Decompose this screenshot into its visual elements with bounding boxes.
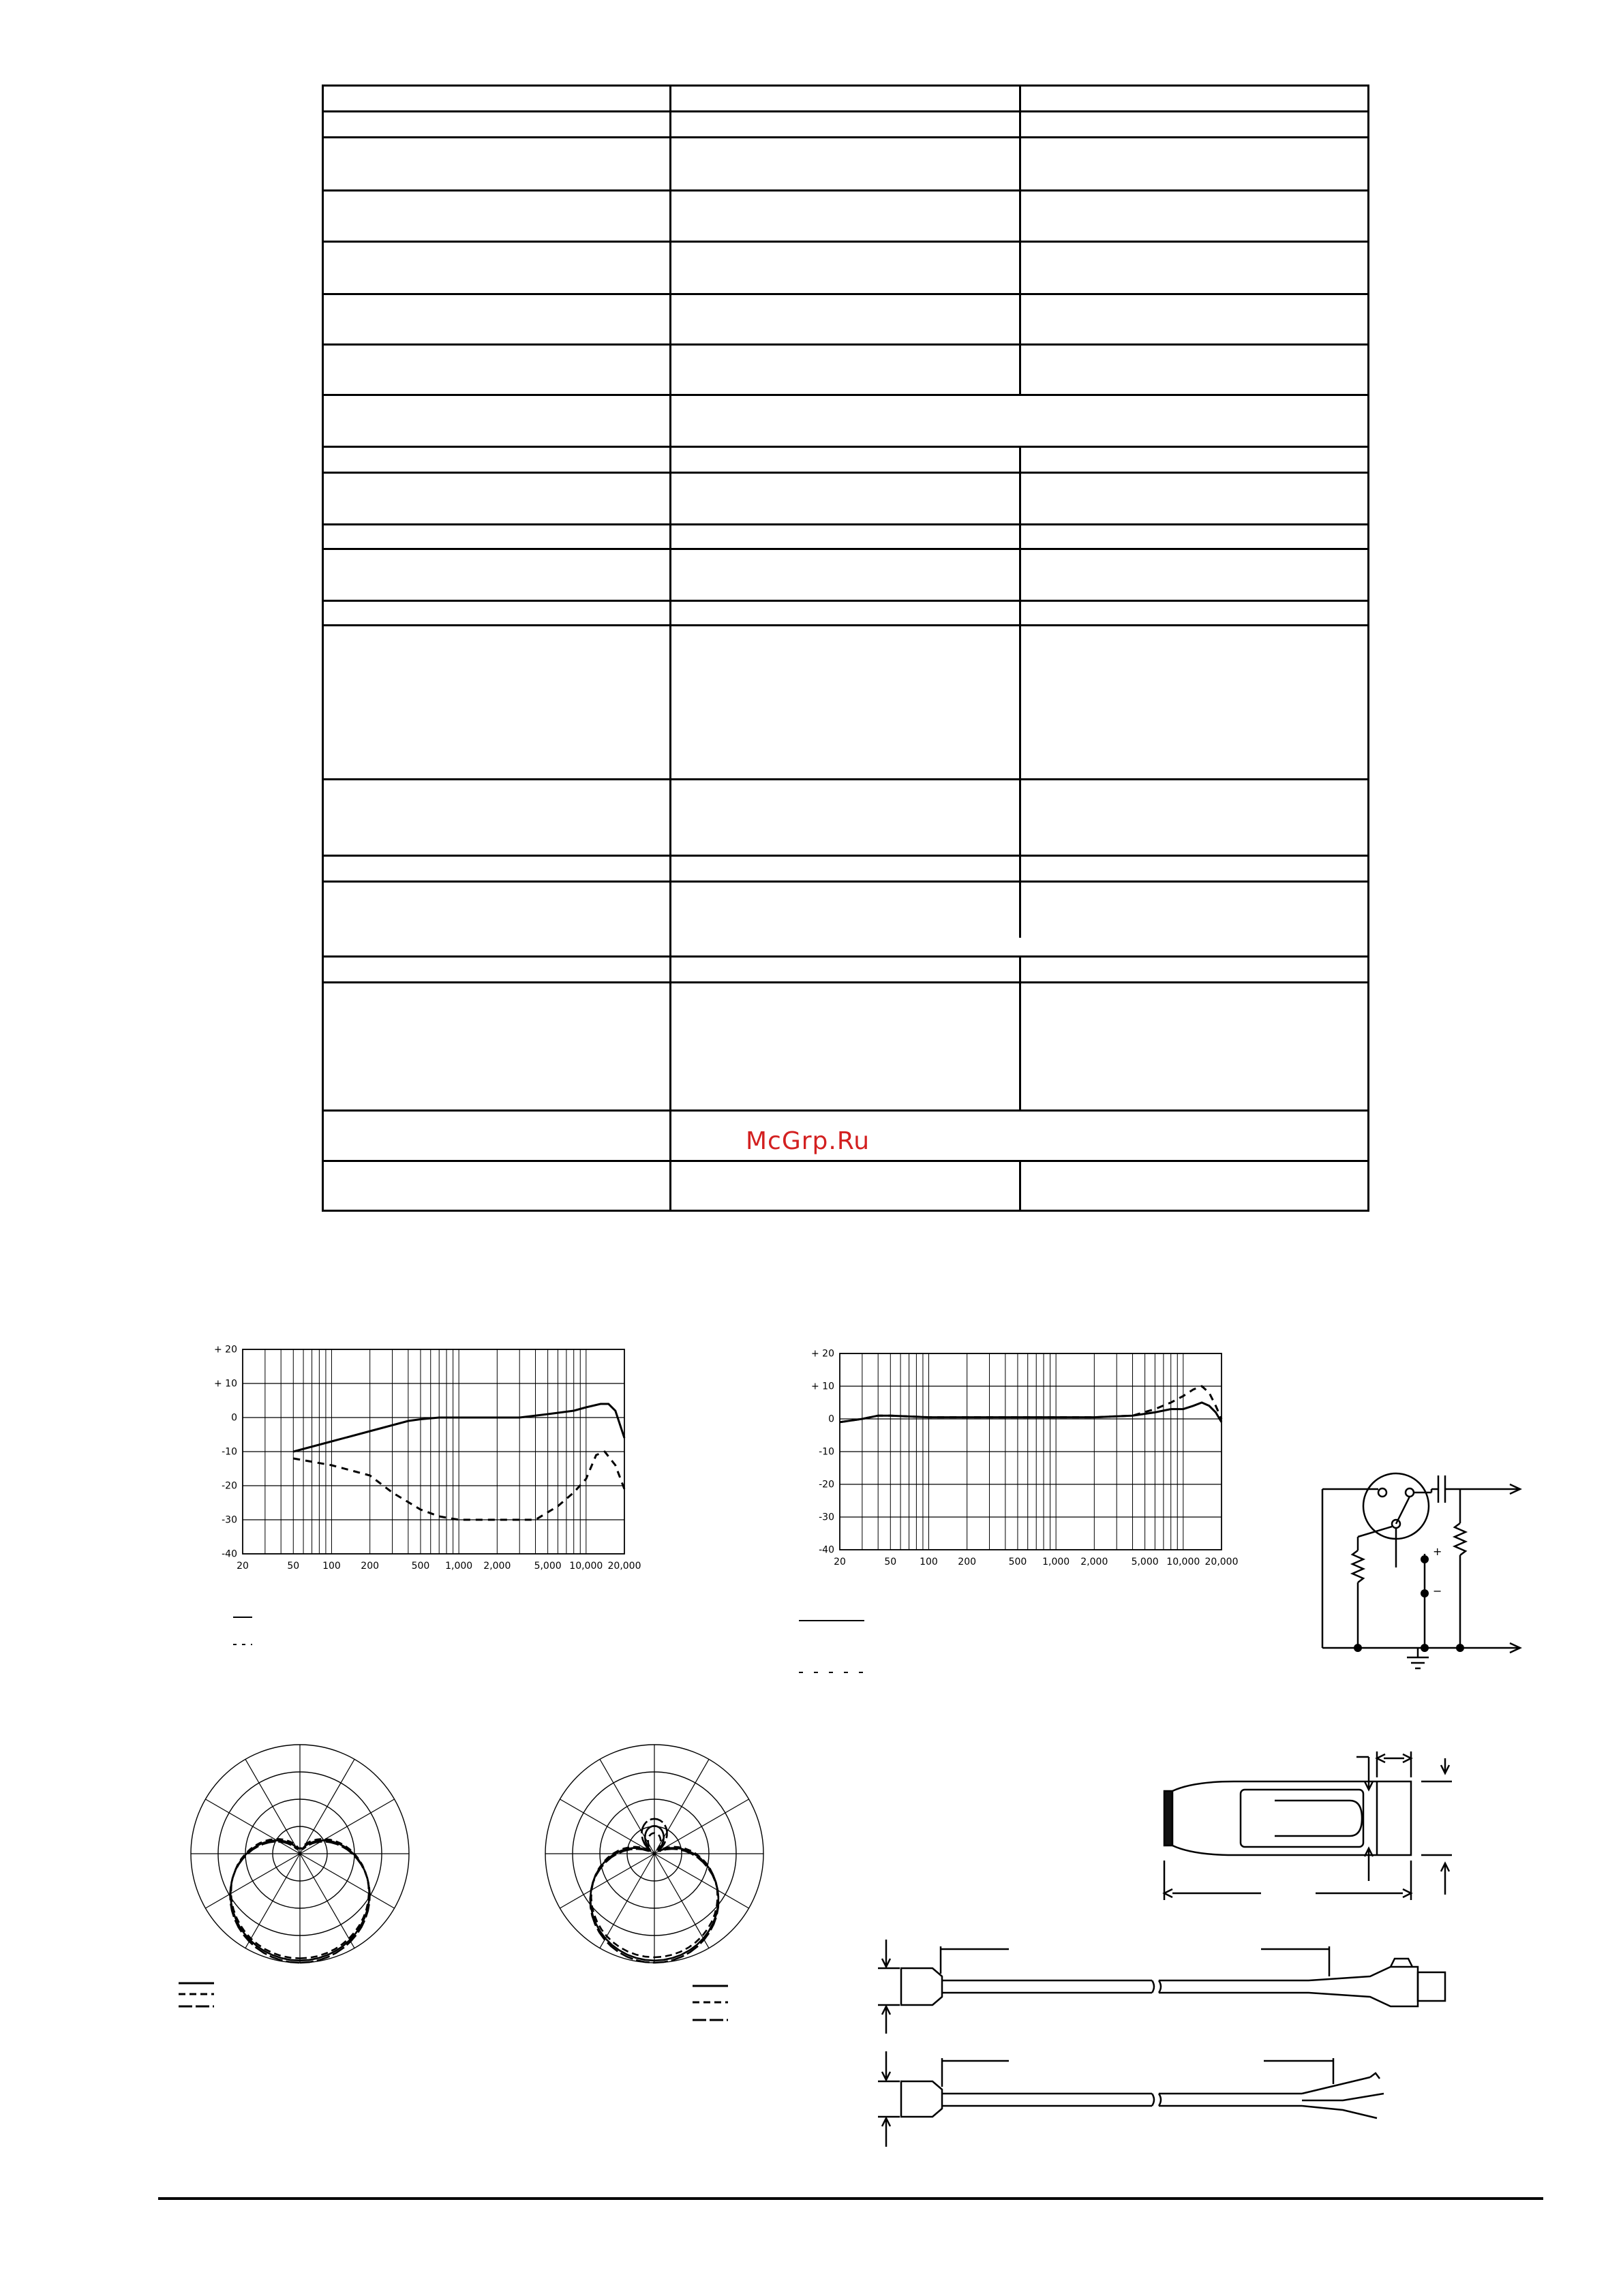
table-rule bbox=[322, 446, 1369, 448]
table-rule bbox=[322, 241, 1369, 243]
polar-spoke bbox=[300, 1854, 354, 1948]
y-tick-label: -40 bbox=[819, 1544, 834, 1556]
table-rule bbox=[322, 955, 1369, 958]
x-tick-label: 500 bbox=[1008, 1557, 1027, 1567]
y-tick-label: + 20 bbox=[214, 1344, 237, 1356]
spec-table bbox=[322, 85, 1369, 1212]
x-tick-label: 2,000 bbox=[483, 1561, 511, 1572]
polar-spoke bbox=[245, 1854, 300, 1948]
x-tick-label: 10,000 bbox=[1166, 1557, 1200, 1567]
table-rule bbox=[1019, 955, 1021, 1109]
polar-spoke bbox=[600, 1759, 654, 1854]
polar-spoke bbox=[205, 1799, 300, 1854]
table-rule bbox=[322, 472, 1369, 474]
polar-legend-2 bbox=[690, 1979, 738, 2027]
table-rule bbox=[322, 981, 1369, 983]
polar-spoke bbox=[300, 1799, 395, 1854]
table-rule bbox=[322, 1160, 1369, 1162]
frequency-response-chart-1 bbox=[198, 1336, 661, 1656]
table-rule bbox=[322, 881, 1369, 883]
table-rule bbox=[1019, 446, 1021, 938]
polar-pattern-cardioid bbox=[184, 1738, 457, 2010]
y-tick-label: -30 bbox=[819, 1512, 834, 1523]
y-tick-label: + 10 bbox=[811, 1381, 834, 1392]
x-tick-label: 200 bbox=[958, 1557, 977, 1567]
table-rule bbox=[322, 1210, 1369, 1212]
microphone-dimension-drawing bbox=[1152, 1724, 1479, 1915]
minus-sign: − bbox=[1433, 1585, 1442, 1597]
table-rule bbox=[322, 624, 1369, 626]
x-tick-label: 100 bbox=[920, 1557, 938, 1567]
bottom-rule bbox=[158, 2197, 1543, 2200]
polar-spoke bbox=[205, 1854, 300, 1908]
x-tick-label: 5,000 bbox=[534, 1561, 562, 1572]
table-rule bbox=[322, 394, 1369, 396]
table-rule bbox=[322, 548, 1369, 550]
y-tick-label: + 20 bbox=[811, 1348, 834, 1360]
y-tick-label: -40 bbox=[222, 1548, 237, 1560]
table-rule bbox=[322, 600, 1369, 602]
table-rule bbox=[322, 855, 1369, 857]
x-tick-label: 10,000 bbox=[569, 1561, 603, 1572]
polar-spoke bbox=[600, 1854, 654, 1948]
table-rule bbox=[322, 136, 1369, 138]
polar-legend-1 bbox=[176, 1976, 224, 2017]
polar-spoke bbox=[654, 1799, 749, 1854]
table-rule bbox=[1019, 85, 1021, 394]
watermark: McGrp.Ru bbox=[746, 1127, 870, 1155]
table-rule bbox=[322, 110, 1369, 112]
x-tick-label: 1,000 bbox=[445, 1561, 473, 1572]
polar-spoke bbox=[300, 1854, 395, 1908]
circuit-schematic bbox=[1316, 1458, 1534, 1683]
table-rule bbox=[322, 85, 324, 1212]
table-rule bbox=[322, 293, 1369, 295]
x-tick-label: 2,000 bbox=[1080, 1557, 1108, 1567]
x-tick-label: 50 bbox=[287, 1561, 300, 1572]
x-tick-label: 5,000 bbox=[1131, 1557, 1159, 1567]
cable-with-leads-drawing bbox=[866, 2045, 1411, 2154]
table-rule bbox=[322, 778, 1369, 780]
polar-spoke bbox=[245, 1759, 300, 1854]
plus-sign: + bbox=[1433, 1545, 1442, 1558]
polar-spoke bbox=[654, 1759, 709, 1854]
y-tick-label: -30 bbox=[222, 1514, 237, 1526]
y-tick-label: -20 bbox=[222, 1480, 237, 1492]
table-rule bbox=[1019, 1160, 1021, 1212]
x-tick-label: 200 bbox=[361, 1561, 380, 1572]
x-tick-label: 100 bbox=[322, 1561, 341, 1572]
y-tick-label: 0 bbox=[828, 1413, 834, 1425]
y-tick-label: -10 bbox=[819, 1446, 834, 1458]
cable-with-connector-drawing bbox=[866, 1933, 1541, 2035]
polar-pattern-supercardioid bbox=[539, 1738, 811, 2010]
x-tick-label: 20 bbox=[834, 1557, 846, 1567]
x-tick-label: 20,000 bbox=[1204, 1557, 1239, 1567]
x-tick-label: 20 bbox=[237, 1561, 249, 1572]
polar-spoke bbox=[654, 1854, 709, 1948]
x-tick-label: 1,000 bbox=[1042, 1557, 1070, 1567]
x-tick-label: 50 bbox=[884, 1557, 897, 1567]
table-rule bbox=[322, 523, 1369, 525]
table-rule bbox=[669, 85, 671, 1212]
table-rule bbox=[322, 343, 1369, 346]
y-tick-label: 0 bbox=[231, 1412, 237, 1424]
table-rule bbox=[322, 189, 1369, 192]
table-rule bbox=[322, 85, 1369, 87]
frequency-response-chart-2 bbox=[784, 1336, 1247, 1677]
y-tick-label: -20 bbox=[819, 1479, 834, 1490]
table-rule bbox=[322, 1109, 1369, 1112]
table-rule bbox=[1367, 85, 1369, 1212]
y-tick-label: + 10 bbox=[214, 1378, 237, 1390]
x-tick-label: 20,000 bbox=[607, 1561, 641, 1572]
polar-spoke bbox=[560, 1799, 654, 1854]
y-tick-label: -10 bbox=[222, 1446, 237, 1458]
x-tick-label: 500 bbox=[411, 1561, 430, 1572]
